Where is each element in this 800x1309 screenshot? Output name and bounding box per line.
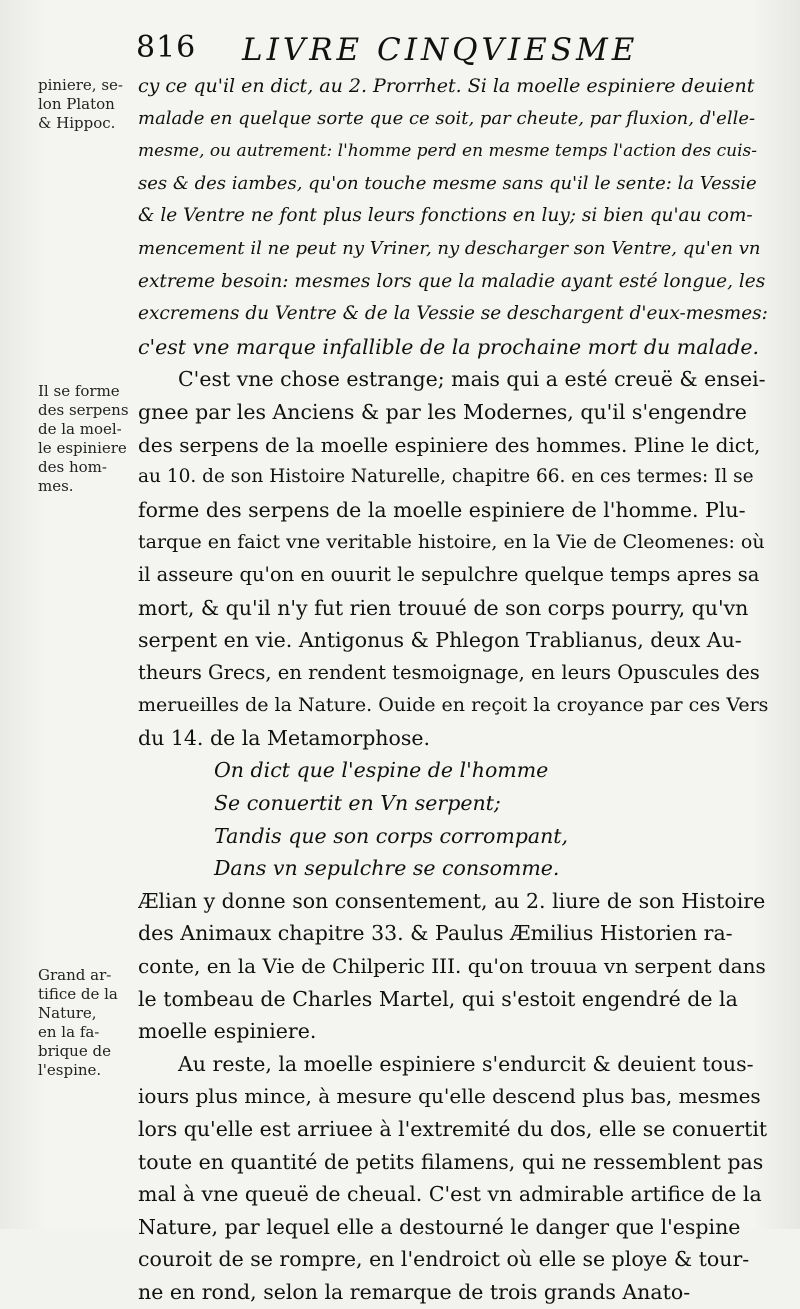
margin-note-line: mes. [38, 477, 74, 495]
margin-note-2 [38, 382, 134, 496]
text-line: toute en quantité de petits filamens, qui ne ressemblent pas [138, 1149, 764, 1174]
margin-note-line: & Hippoc. [38, 114, 116, 132]
verse-line: Se conuertit en Vn serpent; [214, 791, 501, 816]
text-line: serpent en vie. Antigonus & Phlegon Trablianus, deux Au- [138, 628, 742, 653]
verse-line: On dict que l'espine de l'homme [214, 758, 549, 783]
text-line: couroit de se rompre, en l'endroict où elle se ploye & tour- [138, 1247, 750, 1272]
text-line: du 14. de la Metamorphose. [138, 725, 431, 750]
text-line: malade en quelque sorte que ce soit, par cheute, par fluxion, d'elle- [138, 107, 756, 129]
text-line: lors qu'elle est arriuee à l'extremité du dos, elle se conuertit [138, 1117, 768, 1141]
text-line: iours plus mince, à mesure qu'elle descend plus bas, mesmes [138, 1084, 761, 1109]
text-line: le tombeau de Charles Martel, qui s'estoit engendré de la [138, 986, 738, 1011]
text-line: des Animaux chapitre 33. & Paulus Æmilius Historien ra- [138, 921, 733, 946]
text-line: mencement il ne peut ny Vriner, ny descharger son Ventre, qu'en vn [138, 237, 761, 259]
margin-note-line: lon Platon [38, 95, 115, 113]
margin-note-line: des hom- [38, 458, 107, 476]
text-line: gnee par les Anciens & par les Modernes, qu'il s'engendre [138, 399, 747, 424]
margin-note-line: l'espine. [38, 1061, 102, 1079]
text-line: theurs Grecs, en rendent tesmoignage, en leurs Opuscules des [138, 660, 760, 684]
margin-note-line: de la moel- [38, 420, 122, 438]
margin-note-line: en la fa- [38, 1023, 100, 1041]
text-line: C'est vne chose estrange; mais qui a esté creuë & ensei- [178, 367, 766, 392]
margin-note-line: tifice de la [38, 985, 118, 1003]
text-line: conte, en la Vie de Chilperic III. qu'on trouua vn serpent dans [138, 954, 766, 979]
margin-note-3 [38, 966, 134, 1080]
margin-note-line: le espiniere [38, 439, 127, 457]
text-line: moelle espiniere. [138, 1019, 317, 1044]
verse-line: Dans vn sepulchre se consomme. [214, 856, 560, 881]
text-line: des serpens de la moelle espiniere des hommes. Pline le dict, [138, 432, 761, 457]
text-line: cy ce qu'il en dict, au 2. Prorrhet. Si la moelle espiniere deuient [138, 75, 755, 97]
text-line: mesme, ou autrement: l'homme perd en mesme temps l'action des cuis- [138, 141, 758, 162]
margin-note-line: brique de [38, 1042, 111, 1060]
verse-line: Tandis que son corps corrompant, [214, 823, 569, 848]
text-line: il asseure qu'on en ouurit le sepulchre quelque temps apres sa [138, 562, 760, 586]
margin-note-line: piniere, se- [38, 76, 123, 94]
text-line: forme des serpens de la moelle espiniere de l'homme. Plu- [138, 497, 746, 522]
text-line: & le Ventre ne font plus leurs fonctions en luy; si bien qu'au com- [138, 205, 753, 227]
margin-note-1 [38, 76, 134, 133]
text-line: Au reste, la moelle espiniere s'endurcit & deuient tous- [178, 1051, 754, 1076]
text-line: au 10. de son Histoire Naturelle, chapitre 66. en ces termes: Il se [138, 466, 754, 488]
text-line: mort, & qu'il n'y fut rien trouué de son corps pourry, qu'vn [138, 595, 749, 620]
text-line: ses & des iambes, qu'on touche mesme sans qu'il le sente: la Vessie [138, 172, 757, 194]
page-number: 816 [136, 30, 197, 65]
text-line: ne en rond, selon la remarque de trois grands Anato- [138, 1279, 691, 1304]
margin-note-line: Il se forme [38, 382, 120, 400]
text-line: Ælian y donne son consentement, au 2. liure de son Histoire [138, 888, 766, 913]
text-line: c'est vne marque infallible de la prochaine mort du malade. [138, 334, 759, 359]
text-line: mal à vne queuë de cheual. C'est vn admirable artifice de la [138, 1182, 762, 1207]
margin-note-line: Nature, [38, 1004, 97, 1022]
text-line: tarque en faict vne veritable histoire, en la Vie de Cleomenes: où [138, 531, 765, 554]
text-line: merueilles de la Nature. Ouide en reçoit la croyance par ces Vers [138, 694, 768, 717]
margin-note-line: des serpens [38, 401, 129, 419]
margin-note-line: Grand ar- [38, 966, 112, 984]
page-header [130, 26, 730, 68]
text-line: excremens du Ventre & de la Vessie se deschargent d'eux-mesmes: [138, 303, 768, 325]
text-line: Nature, par lequel elle a destourné le danger que l'espine [138, 1214, 741, 1239]
body-text [138, 70, 768, 1309]
running-title: LIVRE CINQVIESME [242, 32, 639, 68]
text-line: extreme besoin: mesmes lors que la maladie ayant esté longue, les [138, 270, 766, 292]
